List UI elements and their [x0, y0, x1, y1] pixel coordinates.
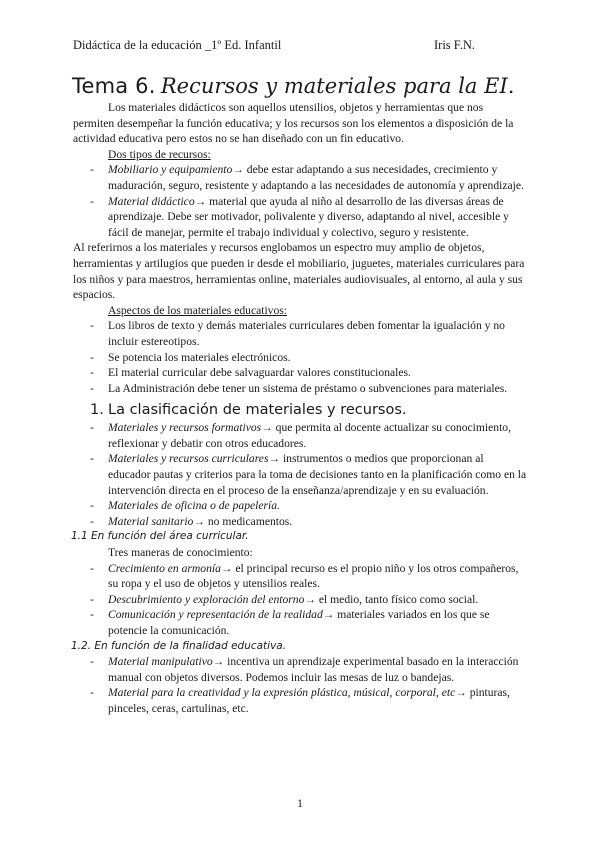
section-1-1-heading: 1.1 En función del área curricular.	[71, 530, 249, 543]
item-term: Material para la creatividad y la expresión plástica, músical, corporal, etc	[108, 686, 456, 700]
section-1-2-heading: 1.2. En función de la finalidad educativa.	[71, 639, 287, 652]
item-term: Materiales de oficina o de papelería.	[108, 499, 280, 513]
item-term: Material sanitario	[108, 514, 194, 528]
item-text: → material que ayuda al niño al desarrollo de las diversas áreas de aprendizaje. Debe ser motivador, polivalente y diverso, adaptando al nivel, accesible y fácil de manejar, permite el trabajo individual y colectivo, seguro y resistente.	[108, 194, 509, 239]
paragraph-2: Al referirnos a los materiales y recursos englobamos un espectro muy amplio de objetos, herramientas y artilugios que pueden ir desde el mobiliario, juguetes, materiales curriculares para los niños y para maestros, herramientas online, materiales audiovisuales, al entorno, al aula y sus espacios.	[73, 241, 525, 302]
item-term: Material didáctico	[108, 194, 195, 208]
item-term: Materiales y recursos formativos	[108, 421, 262, 435]
item-term: Crecimiento en armonía	[108, 561, 221, 575]
list-item	[73, 420, 527, 451]
item-text: → el medio, tanto físico como social.	[304, 592, 479, 606]
item-term: Mobiliario y equipamiento	[108, 163, 233, 177]
aspectos-heading: Aspectos de los materiales educativos:	[108, 303, 288, 317]
item-term: Descubrimiento y exploración del entorno	[108, 592, 305, 606]
aspectos-list	[73, 318, 527, 396]
list-item: - Los libros de texto y demás materiales curriculares deben fomentar la igualación y no incluir estereotipos.	[73, 318, 527, 349]
section-1-heading	[73, 400, 527, 420]
page-number: 1	[297, 796, 303, 810]
item-text: → instrumentos o medios que proporcionan al educador pautas y criterios para la toma de decisiones tanto en la planificación como en la intervención directa en el proceso de la enseñanza/aprendizaje y en su evaluación.	[108, 452, 527, 497]
item-text: → pinturas, pinceles, ceras, cartulinas, etc.	[108, 686, 510, 715]
item-text: → materiales variados en los que se potencie la comunicación.	[108, 608, 490, 637]
section-1-2-list	[73, 654, 527, 716]
intro-paragraph: Los materiales didácticos son aquellos utensilios, objetos y herramientas que nos permiten desempeñar la función educativa; y los recursos son los elementos a disposición de la actividad educativa pero estos no se han diseñado con un fin educativo.	[73, 101, 514, 146]
list-item	[73, 451, 527, 498]
title-main: Recursos y materiales para la EI.	[160, 74, 515, 98]
list-item: - Se potencia los materiales electrónicos.	[73, 350, 527, 366]
list-item: - La Administración debe tener un sistema de préstamo o subvenciones para materiales.	[73, 381, 527, 397]
list-item	[73, 498, 527, 514]
list-item	[73, 194, 527, 241]
item-text: → incentiva un aprendizaje experimental basado en la interacción manual con objetos diversos. Podemos incluir las mesas de luz o bandejas.	[108, 655, 519, 684]
section-1-1-list	[73, 561, 527, 639]
header-author: Iris F.N.	[434, 38, 476, 52]
list-item	[73, 654, 527, 685]
list-item	[73, 685, 527, 716]
item-text: → debe estar adaptando a sus necesidades, crecimiento y maduración, seguro, resistente y adaptando a las necesidades de autonomía y aprendizaje.	[108, 163, 524, 192]
section-1-1-intro: Tres maneras de conocimiento:	[108, 546, 253, 560]
list-item	[73, 592, 527, 608]
item-term: Comunicación y representación de la realidad	[108, 608, 323, 622]
item-text: → el principal recurso es el propio niño y los otros compañeros, su ropa y el uso de objetos y utensilios reales.	[108, 561, 519, 591]
section-number: 1.	[90, 402, 104, 419]
list-item	[73, 162, 527, 193]
item-term: Materiales y recursos curriculares	[108, 452, 269, 466]
item-text: → no medicamentos.	[193, 514, 293, 528]
header-course: Didáctica de la educación _1º Ed. Infantil	[73, 38, 282, 52]
list-item: - El material curricular debe salvaguardar valores constitucionales.	[73, 365, 527, 381]
section-1-list	[73, 420, 527, 529]
page-title	[72, 74, 514, 99]
item-text: → que permita al docente actualizar su conocimiento, reflexionar y debatir con otros educadores.	[108, 421, 511, 450]
tipos-list	[73, 162, 527, 240]
list-item	[73, 607, 527, 638]
list-item	[73, 514, 527, 530]
list-item	[73, 561, 527, 592]
title-prefix: Tema 6.	[72, 74, 156, 98]
tipos-heading: Dos tipos de recursos:	[108, 147, 211, 161]
section-title: La clasificación de materiales y recursos.	[108, 402, 407, 419]
item-term: Material manipulativo	[108, 655, 213, 669]
document-body	[73, 100, 527, 717]
